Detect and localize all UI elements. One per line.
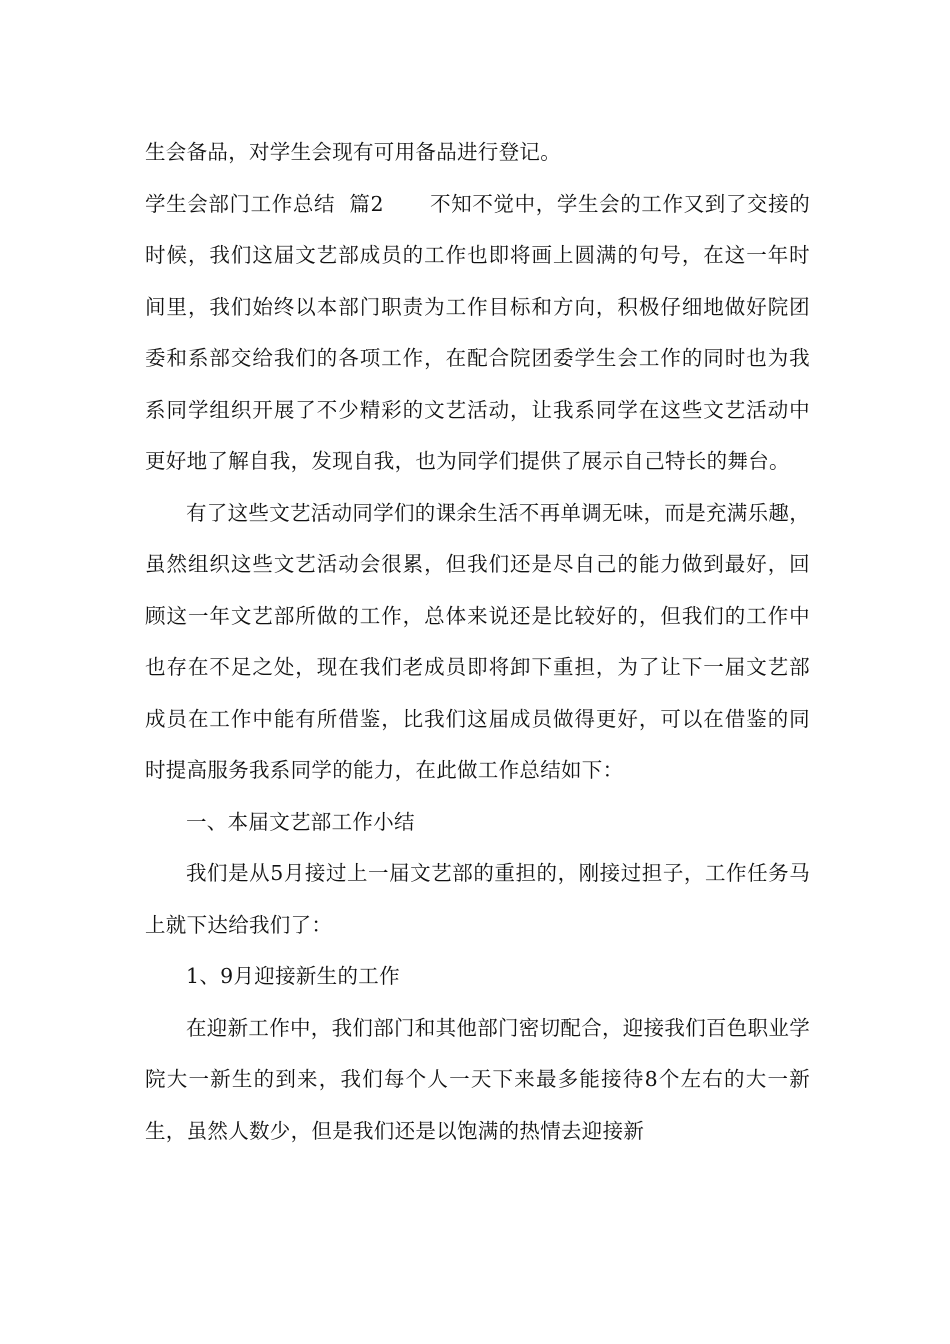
section-title: 学生会部门工作总结 篇2 xyxy=(145,191,384,216)
section-paragraph xyxy=(145,179,810,488)
continuation-line: 生会备品，对学生会现有可用备品进行登记。 xyxy=(145,140,561,164)
document-body xyxy=(145,127,810,1157)
subheading-1: 一、本届文艺部工作小结 xyxy=(186,809,415,834)
paragraph-1: 不知不觉中，学生会的工作又到了交接的时候，我们这届文艺部成员的工作也即将画上圆满的句号，在这一年时间里，我们始终以本部门职责为工作目标和方向，积极仔细地做好院团委和系部交给我们的各项工作，在配合院团委学生会工作的同时也为我系同学组织开展了不少精彩的文艺活动，让我系同学在这些文艺活动中更好地了解自我，发现自我，也为同学们提供了展示自己特长的舞台。 xyxy=(145,191,810,473)
paragraph-4: 在迎新工作中，我们部门和其他部门密切配合，迎接我们百色职业学院大一新生的到来，我们每个人一天下来最多能接待8个左右的大一新生，虽然人数少，但是我们还是以饱满的热情去迎接新 xyxy=(145,1015,810,1143)
paragraph-3: 我们是从5月接过上一届文艺部的重担的，刚接过担子，工作任务马上就下达给我们了： xyxy=(145,861,810,937)
subheading-2: 1、9月迎接新生的工作 xyxy=(186,964,400,988)
paragraph-2: 有了这些文艺活动同学们的课余生活不再单调无味，而是充满乐趣，虽然组织这些文艺活动会很累，但我们还是尽自己的能力做到最好，回顾这一年文艺部所做的工作，总体来说还是比较好的，但我们的工作中也存在不足之处，现在我们老成员即将卸下重担，为了让下一届文艺部成员在工作中能有所借鉴，比我们这届成员做得更好，可以在借鉴的同时提高服务我系同学的能力，在此做工作总结如下： xyxy=(145,500,810,782)
